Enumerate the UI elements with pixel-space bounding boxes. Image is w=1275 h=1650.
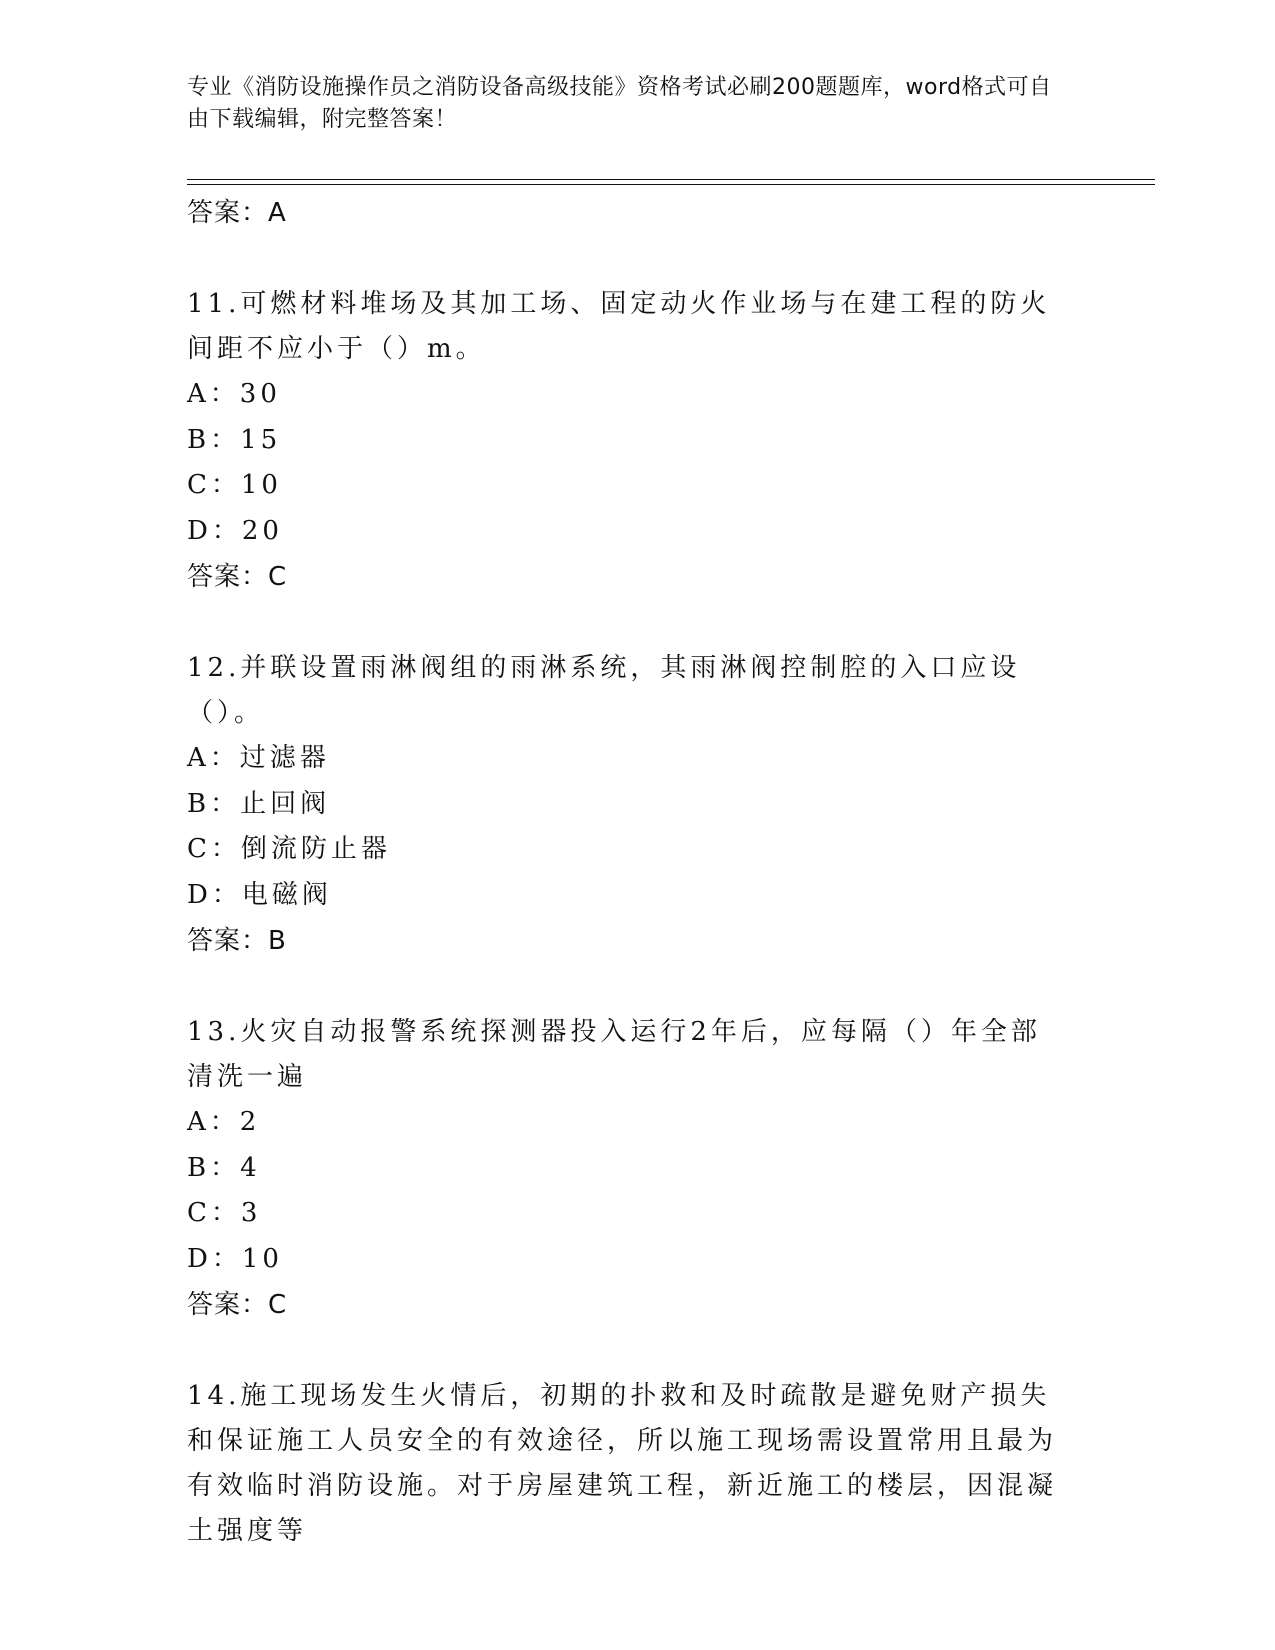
question-13	[187, 1010, 1087, 1328]
header-divider-top	[187, 179, 1155, 180]
question-text: 14.施工现场发生火情后，初期的扑救和及时疏散是避免财产损失和保证施工人员安全的有效途径，所以施工现场需设置常用且最为有效临时消防设施。对于房屋建筑工程，新近施工的楼层，因混凝土强度等	[187, 1381, 1058, 1546]
option-b: B：止回阀	[187, 788, 331, 819]
option-c: C：3	[187, 1198, 262, 1228]
option-b: B：15	[187, 424, 282, 455]
answer-line: 答案：C	[187, 562, 288, 592]
question-text: 12.并联设置雨淋阀组的雨淋系统，其雨淋阀控制腔的入口应设（）。	[187, 653, 1021, 728]
option-a: A：过滤器	[187, 743, 330, 773]
question-text: 11.可燃材料堆场及其加工场、固定动火作业场与在建工程的防火间距不应小于（）m。	[187, 289, 1051, 364]
option-c: C：倒流防止器	[187, 834, 391, 864]
question-12	[187, 646, 1087, 964]
option-d: D：10	[187, 1243, 283, 1274]
question-text: 13.火灾自动报警系统探测器投入运行2年后，应每隔（）年全部清洗一遍	[187, 1017, 1041, 1092]
option-a: A：30	[187, 379, 281, 409]
option-d: D：20	[187, 515, 283, 546]
question-14	[187, 1374, 1087, 1554]
option-d: D：电磁阀	[187, 879, 332, 910]
option-c: C：10	[187, 470, 282, 500]
answer-line: 答案：A	[187, 198, 287, 228]
option-a: A：2	[187, 1107, 261, 1137]
header-divider-bottom	[187, 184, 1155, 185]
option-b: B：4	[187, 1152, 261, 1183]
question-list	[187, 190, 1087, 1554]
answer-line: 答案：B	[187, 926, 287, 956]
question-11	[187, 282, 1087, 600]
document-header: 专业《消防设施操作员之消防设备高级技能》资格考试必刷200题题库，word格式可自由下载编辑，附完整答案！	[187, 75, 1052, 132]
answer-line: 答案：C	[187, 1290, 288, 1320]
